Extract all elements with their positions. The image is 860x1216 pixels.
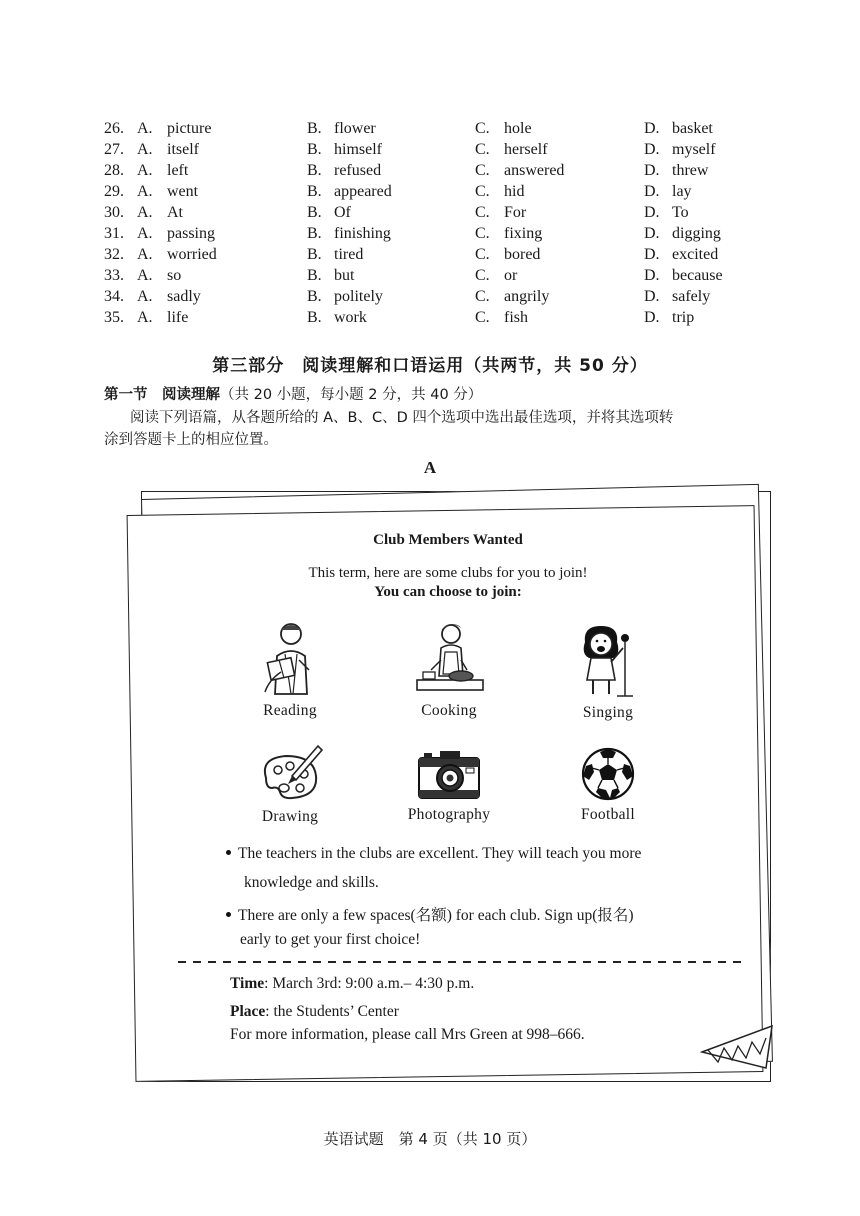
option-letter-b: B. (307, 309, 322, 326)
option-letter-a: A. (137, 309, 153, 326)
option-letter-c: C. (475, 162, 490, 179)
bullet-spaces-text: There are only a few spaces(名额) for each club. Sign up(报名) (238, 907, 634, 924)
bullet-spaces (226, 903, 634, 925)
question-number: 32. (104, 246, 124, 263)
bullet-spaces-continued: early to get your first choice! (240, 931, 421, 948)
option-letter-a: A. (137, 183, 153, 200)
option-a: itself (167, 141, 199, 158)
bullet-dot (226, 850, 231, 855)
singing-girl-icon (575, 624, 641, 700)
question-number: 35. (104, 309, 124, 326)
option-a: went (167, 183, 199, 200)
poster-choose: You can choose to join: (374, 584, 522, 600)
option-d: myself (672, 141, 716, 158)
question-number: 33. (104, 267, 124, 284)
option-d: threw (672, 162, 709, 179)
place-label: Place (230, 1003, 266, 1020)
option-letter-a: A. (137, 288, 153, 305)
option-a: sadly (167, 288, 201, 305)
option-letter-a: A. (137, 204, 153, 221)
option-letter-b: B. (307, 204, 322, 221)
question-number: 30. (104, 204, 124, 221)
club-label-cooking: Cooking (421, 702, 477, 719)
question-number: 31. (104, 225, 124, 242)
option-letter-c: C. (475, 204, 490, 221)
option-c: answered (504, 162, 565, 179)
option-b: appeared (334, 183, 392, 200)
option-letter-b: B. (307, 267, 322, 284)
option-letter-c: C. (475, 141, 490, 158)
camera-icon (416, 746, 482, 802)
option-d: lay (672, 183, 692, 200)
option-b: tired (334, 246, 364, 263)
option-letter-c: C. (475, 246, 490, 263)
option-d: basket (672, 120, 713, 137)
option-letter-d: D. (644, 120, 660, 137)
option-c: hole (504, 120, 532, 137)
question-number: 28. (104, 162, 124, 179)
club-label-photography: Photography (407, 806, 491, 823)
reading-person-icon (255, 620, 325, 698)
option-letter-a: A. (137, 141, 153, 158)
option-letter-c: C. (475, 120, 490, 137)
club-singing (548, 624, 668, 722)
option-d: digging (672, 225, 721, 242)
time-value: : March 3rd: 9:00 a.m.– 4:30 p.m. (264, 975, 475, 992)
poster-place (230, 1003, 399, 1021)
club-photography (389, 746, 509, 824)
option-letter-d: D. (644, 267, 660, 284)
question-number: 26. (104, 120, 124, 137)
option-d: excited (672, 246, 719, 263)
option-a: so (167, 267, 182, 284)
option-letter-d: D. (644, 309, 660, 326)
poster-intro: This term, here are some clubs for you to join! (308, 565, 588, 581)
instruction-line-2: 涂到答题卡上的相应位置。 (104, 432, 278, 448)
club-drawing (230, 744, 350, 826)
option-letter-c: C. (475, 309, 490, 326)
question-number: 27. (104, 141, 124, 158)
option-letter-d: D. (644, 288, 660, 305)
dashed-divider (178, 960, 748, 964)
option-letter-d: D. (644, 246, 660, 263)
football-icon (580, 746, 636, 802)
instruction-line-1: 阅读下列语篇，从各题所给的 A、B、C、D 四个选项中选出最佳选项，并将其选项转 (130, 410, 674, 426)
option-letter-a: A. (137, 267, 153, 284)
option-a: life (167, 309, 189, 326)
option-c: bored (504, 246, 541, 263)
section-detail: （共 20 小题，每小题 2 分，共 40 分） (220, 387, 483, 403)
option-b: politely (334, 288, 383, 305)
option-a: picture (167, 120, 212, 137)
option-b: refused (334, 162, 382, 179)
option-c: For (504, 204, 527, 221)
page-footer: 英语试题 第 4 页（共 10 页） (323, 1130, 537, 1148)
option-letter-b: B. (307, 183, 322, 200)
poster-title: Club Members Wanted (373, 532, 523, 548)
option-letter-d: D. (644, 141, 660, 158)
club-reading (230, 620, 350, 720)
option-letter-a: A. (137, 162, 153, 179)
palette-icon (256, 744, 324, 804)
option-letter-b: B. (307, 141, 322, 158)
section-name: 第一节 阅读理解 (104, 387, 220, 403)
option-c: fish (504, 309, 528, 326)
option-c: hid (504, 183, 525, 200)
option-b: finishing (334, 225, 391, 242)
option-letter-d: D. (644, 204, 660, 221)
bullet-teachers (226, 845, 641, 863)
option-a: passing (167, 225, 215, 242)
option-b: work (334, 309, 367, 326)
passage-label: A (423, 458, 437, 477)
option-d: trip (672, 309, 695, 326)
option-b: himself (334, 141, 382, 158)
option-letter-a: A. (137, 246, 153, 263)
option-b: flower (334, 120, 376, 137)
club-label-drawing: Drawing (261, 808, 319, 825)
option-letter-c: C. (475, 288, 490, 305)
part-three-title: 第三部分 阅读理解和口语运用（共两节，共 50 分） (212, 356, 648, 376)
option-b: but (334, 267, 355, 284)
option-letter-c: C. (475, 225, 490, 242)
option-a: At (167, 204, 183, 221)
option-c: herself (504, 141, 548, 158)
option-letter-d: D. (644, 162, 660, 179)
option-letter-d: D. (644, 225, 660, 242)
club-football (548, 746, 668, 824)
option-letter-d: D. (644, 183, 660, 200)
club-label-football: Football (580, 806, 636, 823)
option-c: or (504, 267, 518, 284)
option-d: because (672, 267, 723, 284)
club-label-reading: Reading (263, 702, 317, 719)
option-b: Of (334, 204, 351, 221)
poster-contact: For more information, please call Mrs Green at 998–666. (230, 1026, 585, 1043)
option-letter-a: A. (137, 225, 153, 242)
question-number: 29. (104, 183, 124, 200)
option-c: angrily (504, 288, 550, 305)
option-a: left (167, 162, 189, 179)
option-letter-b: B. (307, 288, 322, 305)
bullet-dot (226, 912, 231, 917)
option-letter-b: B. (307, 225, 322, 242)
option-d: safely (672, 288, 711, 305)
bullet-teachers-text: The teachers in the clubs are excellent. They will teach you more (238, 845, 642, 862)
option-c: fixing (504, 225, 543, 242)
bullet-teachers-continued: knowledge and skills. (244, 874, 379, 891)
club-cooking (389, 620, 509, 720)
option-letter-b: B. (307, 162, 322, 179)
option-letter-b: B. (307, 120, 322, 137)
cooking-person-icon (411, 620, 487, 698)
option-letter-c: C. (475, 267, 490, 284)
club-label-singing: Singing (582, 704, 634, 721)
question-number: 34. (104, 288, 124, 305)
option-letter-a: A. (137, 120, 153, 137)
option-letter-c: C. (475, 183, 490, 200)
option-a: worried (167, 246, 217, 263)
poster-time (230, 975, 474, 993)
option-letter-b: B. (307, 246, 322, 263)
option-d: To (672, 204, 689, 221)
time-label: Time (230, 975, 265, 992)
place-value: : the Students’ Center (265, 1003, 399, 1020)
